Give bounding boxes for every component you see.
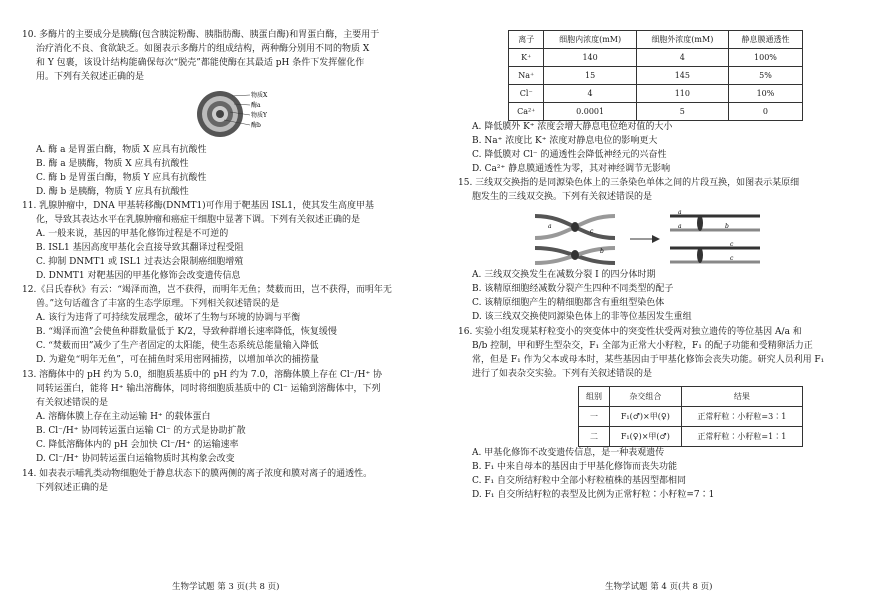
q16-line-4: 进行了如表杂交实验。下列有关叙述错误的是: [472, 369, 653, 379]
table-header-cell: 离子: [509, 31, 544, 49]
table-cell: F₁(♂)×甲(♀): [609, 407, 681, 427]
q16-option-c: C. F₁ 自交所结籽粒中全部小籽粒植株的基因型都相同: [472, 476, 687, 486]
table-cell: 5: [636, 103, 728, 121]
table-header-row: [579, 387, 803, 407]
table-header-cell: 细胞外浓度(mM): [636, 31, 728, 49]
q10-line-1: 10. 多酶片的主要成分是胰酶(包含胰淀粉酶、胰脂肪酶、胰蛋白酶)和胃蛋白酶，主要用于: [22, 30, 380, 40]
table-cell: K⁺: [509, 49, 544, 67]
q10-option-d: D. 酶 b 是胰酶，物质 Y 应具有抗酸性: [36, 187, 189, 197]
label-substance-x: 物质X: [251, 92, 268, 99]
q10-option-b: B. 酶 a 是胰酶，物质 X 应具有抗酸性: [36, 159, 189, 169]
q10-option-a: A. 酶 a 是胃蛋白酶，物质 X 应具有抗酸性: [36, 145, 207, 155]
table-row: [579, 407, 803, 427]
label-gene-a: a: [548, 223, 552, 230]
table-cell: 正常籽粒∶小籽粒=1∶1: [681, 427, 802, 447]
q10-line-2: 治疗消化不良、食欲缺乏。如图表示多酶片的组成结构，两种酶分别用不同的物质 X: [36, 44, 370, 54]
table-header-cell: 结果: [681, 387, 802, 407]
table-cell: 140: [544, 49, 636, 67]
crossover-figure: [530, 208, 770, 270]
table-cell: 二: [579, 427, 610, 447]
q13-line-4: A. 溶酶体膜上存在主动运输 H⁺ 的载体蛋白: [36, 412, 211, 422]
q16-line-2: B/b 控制，甲和野生型杂交，F₁ 全部为正常大小籽粒，F₁ 的配子功能和受精卵活力正: [472, 341, 813, 351]
q10-line-4: 用。下列有关叙述正确的是: [36, 72, 145, 82]
q11-line-4: B. ISL1 基因高度甲基化会直接导致其翻译过程受阻: [36, 243, 244, 253]
q16-line-1: 16. 实验小组发现某籽粒变小的突变体中的突变性状受两对独立遗传的等位基因 A/a 和: [458, 327, 802, 337]
q15-line-1: 15. 三线双交换指的是同源染色体上的三条染色单体之间的片段互换，如图表示某原细: [458, 178, 800, 188]
q14-line-2: 下列叙述正确的是: [36, 483, 109, 493]
q13-line-7: D. Cl⁻/H⁺ 协同转运蛋白运输物质时其构象会改变: [36, 454, 235, 464]
q13-line-3: 有关叙述错误的是: [36, 398, 109, 408]
table-row: [509, 67, 803, 85]
q11-line-1: 11. 乳腺肿瘤中，DNA 甲基转移酶(DNMT1)可作用于靶基因 ISL1，使其发生高度甲基: [22, 201, 374, 211]
table-cell: 0: [728, 103, 802, 121]
q11-line-5: C. 抑制 DNMT1 或 ISL1 过表达会限制癌细胞增殖: [36, 257, 244, 267]
table-cell: 5%: [728, 67, 802, 85]
enzyme-tablet-figure: [194, 88, 294, 144]
label-enzyme-b: 酶b: [251, 122, 261, 129]
q13-line-5: B. Cl⁻/H⁺ 协同转运蛋白运输 Cl⁻ 的方式是协助扩散: [36, 426, 246, 436]
q16-option-d: D. F₁ 自交所结籽粒的表型及比例为正常籽粒∶小籽粒=7∶1: [472, 490, 715, 500]
cross-experiment-table: [578, 386, 803, 447]
q12-line-4: B. “竭泽而渔”会使鱼种群数量低于 K/2，导致种群增长速率降低，恢复缓慢: [36, 327, 337, 337]
table-cell: 10%: [728, 85, 802, 103]
table-row: [509, 103, 803, 121]
label-gene-a: a: [678, 223, 682, 230]
table-row: [509, 85, 803, 103]
table-header-cell: 杂交组合: [609, 387, 681, 407]
table-row: [579, 427, 803, 447]
q11-line-3: A. 一般来说，基因的甲基化修饰过程是不可逆的: [36, 229, 229, 239]
q15-option-c: C. 该精原细胞产生的精细胞都含有重组型染色体: [472, 298, 665, 308]
q12-line-5: C. “焚薮而田”减少了生产者固定的太阳能，使生态系统总能量输入降低: [36, 341, 319, 351]
q16-line-3: 常，但是 F₁ 作为父本或母本时，某些基因由于甲基化修饰会丧失功能。研究人员利用 F₁: [472, 355, 825, 365]
q16-option-a: A. 甲基化修饰不改变遗传信息，是一种表观遗传: [472, 448, 665, 458]
table-row: [509, 49, 803, 67]
q14-option-d: D. Ca²⁺ 静息膜通透性为零，其对神经调节无影响: [472, 164, 671, 174]
q12-line-6: D. 为避免“明年无鱼”，可在捕鱼时采用密网捕捞，以增加单次的捕捞量: [36, 355, 319, 365]
q14-option-b: B. Na⁺ 浓度比 K⁺ 浓度对静息电位的影响更大: [472, 136, 658, 146]
label-gene-c: c: [730, 241, 734, 248]
q11-line-2: 化，导致其表达水平在乳腺肿瘤和癌症干细胞中显著下调。下列有关叙述正确的是: [36, 215, 361, 225]
q14-option-c: C. 降低膜对 Cl⁻ 的通透性会降低神经元的兴奋性: [472, 150, 667, 160]
table-cell: 145: [636, 67, 728, 85]
label-gene-c: c: [590, 228, 594, 235]
q15-option-d: D. 该三线双交换使同源染色体上的非等位基因发生重组: [472, 312, 692, 322]
table-cell: 4: [544, 85, 636, 103]
q15-option-b: B. 该精原细胞经减数分裂产生四种不同类型的配子: [472, 284, 674, 294]
table-header-cell: 组别: [579, 387, 610, 407]
right-footer: 生物学试题 第 4 页(共 8 页): [605, 582, 713, 592]
label-enzyme-a: 酶a: [251, 102, 261, 109]
table-header-row: [509, 31, 803, 49]
q14-line-1: 14. 如表表示哺乳类动物细胞处于静息状态下的膜两侧的离子浓度和膜对离子的通透性。: [22, 469, 373, 479]
table-header-cell: 细胞内浓度(mM): [544, 31, 636, 49]
left-footer: 生物学试题 第 3 页(共 8 页): [172, 582, 280, 592]
left-page: [22, 0, 427, 603]
table-cell: 一: [579, 407, 610, 427]
label-gene-b: b: [600, 248, 604, 255]
table-cell: 4: [636, 49, 728, 67]
q13-line-2: 同转运蛋白，能将 H⁺ 输出溶酶体，同时将细胞质基质中的 Cl⁻ 运输到溶酶体中，下列: [36, 384, 381, 394]
q10-option-c: C. 酶 b 是胃蛋白酶，物质 Y 应具有抗酸性: [36, 173, 207, 183]
table-cell: Cl⁻: [509, 85, 544, 103]
table-cell: 15: [544, 67, 636, 85]
q16-option-b: B. F₁ 中来自母本的基因由于甲基化修饰而丧失功能: [472, 462, 678, 472]
table-cell: 100%: [728, 49, 802, 67]
table-cell: Ca²⁺: [509, 103, 544, 121]
label-gene-a: a: [678, 209, 682, 216]
q12-line-3: A. 该行为违背了可持续发展理念，破坏了生物与环境的协调与平衡: [36, 313, 301, 323]
q15-line-2: 胞发生的三线双交换。下列有关叙述错误的是: [472, 192, 653, 202]
table-cell: 110: [636, 85, 728, 103]
q13-line-6: C. 降低溶酶体内的 pH 会加快 Cl⁻/H⁺ 的运输速率: [36, 440, 239, 450]
q11-line-6: D. DNMT1 对靶基因的甲基化修饰会改变遗传信息: [36, 271, 241, 281]
label-substance-y: 物质Y: [251, 112, 267, 119]
table-cell: F₁(♀)×甲(♂): [609, 427, 681, 447]
q13-line-1: 13. 溶酶体中的 pH 约为 5.0，细胞质基质中的 pH 约为 7.0，溶酶体膜上存在 Cl⁻/H⁺ 协: [22, 370, 383, 380]
ion-concentration-table: [508, 30, 803, 121]
label-gene-c: c: [730, 255, 734, 262]
q15-option-a: A. 三线双交换发生在减数分裂 I 的四分体时期: [472, 270, 656, 280]
q12-line-1: 12.《吕氏春秋》有云：“竭泽而渔，岂不获得，而明年无鱼；焚薮而田，岂不获得，而明年无: [22, 285, 392, 295]
table-cell: 正常籽粒∶小籽粒=3∶1: [681, 407, 802, 427]
q14-option-a: A. 降低膜外 K⁺ 浓度会增大静息电位绝对值的大小: [472, 122, 673, 132]
q10-line-3: 和 Y 包裹，该设计结构能确保每次“脱壳”都能使酶在其最适 pH 条件下发挥催化作: [36, 58, 365, 68]
q12-line-2: 兽。”这句话蕴含了丰富的生态学原理。下列相关叙述错误的是: [36, 299, 280, 309]
table-header-cell: 静息膜通透性: [728, 31, 802, 49]
table-cell: 0.0001: [544, 103, 636, 121]
label-gene-b: b: [725, 223, 729, 230]
right-page: [458, 0, 855, 603]
table-cell: Na⁺: [509, 67, 544, 85]
